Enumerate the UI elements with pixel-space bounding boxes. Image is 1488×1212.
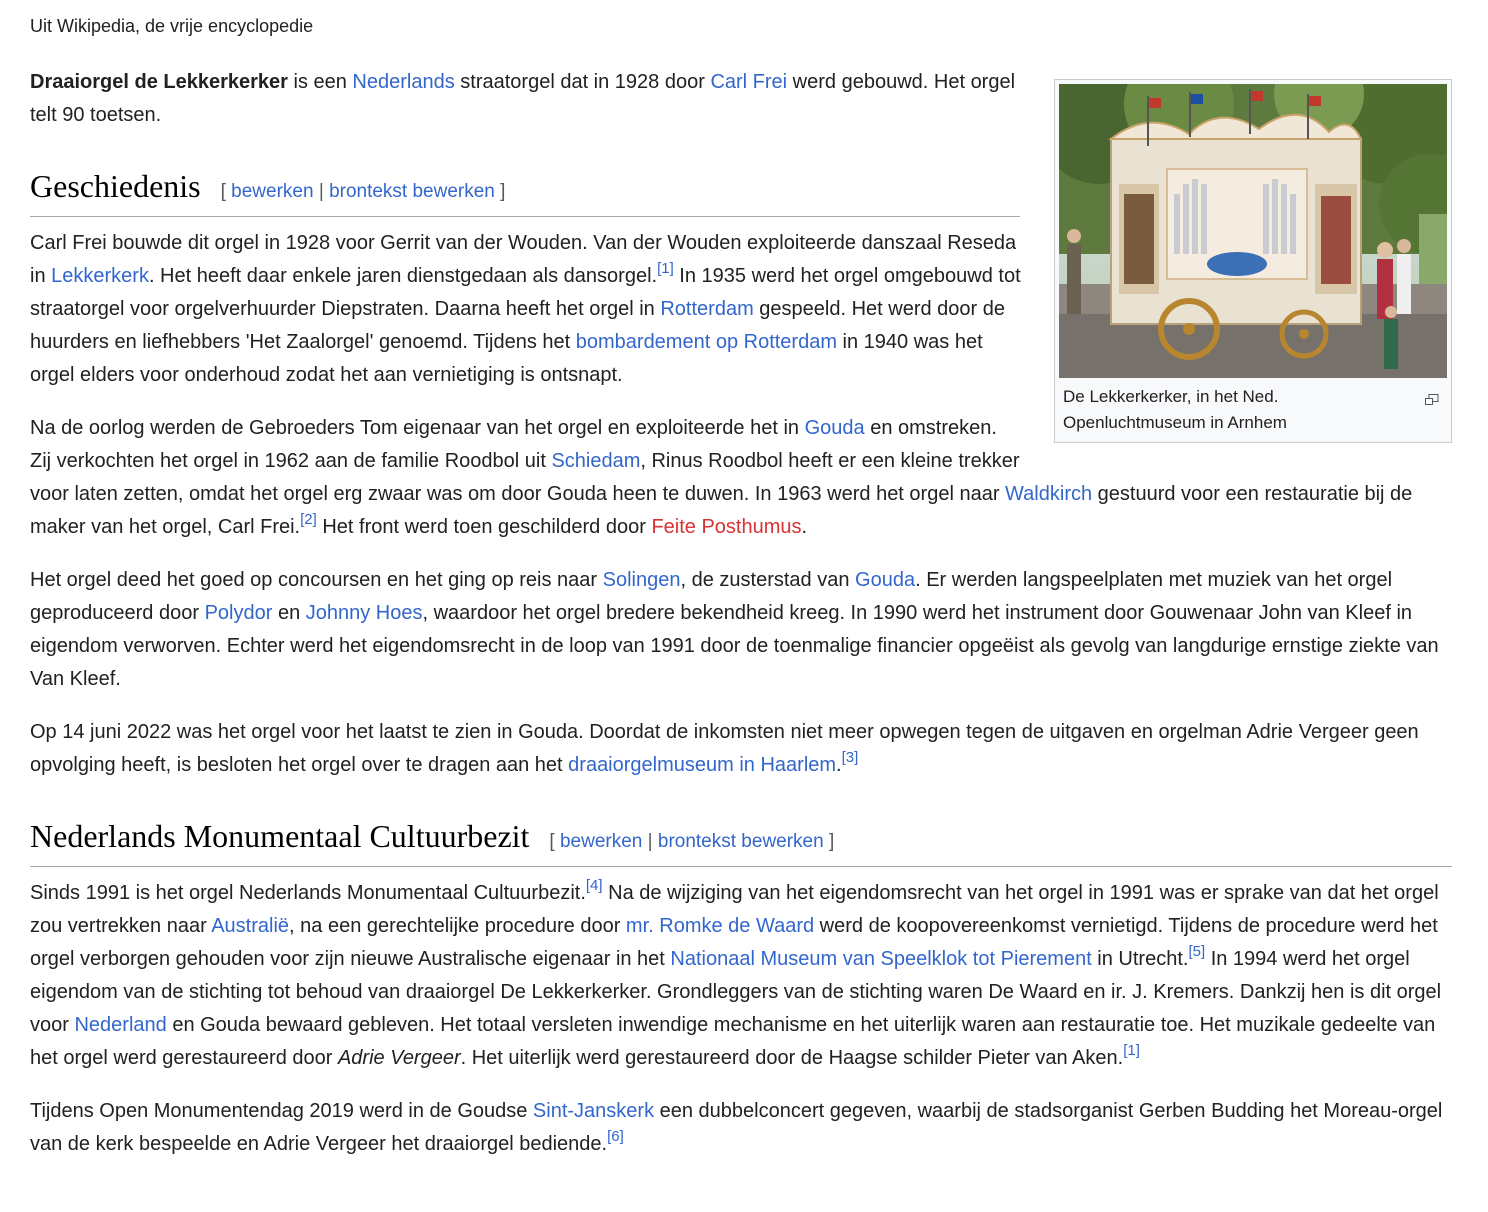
text-run: Sinds 1991 is het orgel Nederlands Monumentaal Cultuurbezit. xyxy=(30,882,586,904)
text-run: , waardoor het orgel bredere bekendheid kreeg. In 1990 werd het instrument door Gouwenaar John van Kleef in eigendom verworven. Echter werd het eigendomsrecht in de loop van 1991 door de toenmalige financier opgeëist als gevolg van langdurige ernstige ziekte van Van Kleef. xyxy=(30,602,1439,690)
text-run: Carl Frei bouwde dit orgel in 1928 voor Gerrit van der Wouden. Van der Wouden exploiteerde danszaal Reseda in xyxy=(30,232,1017,287)
magnify-icon[interactable] xyxy=(1425,388,1439,400)
reference-link-5[interactable]: [5] xyxy=(1188,943,1206,960)
text-run: , Rinus Roodbol heeft er een kleine trekker voor laten zetten, omdat het orgel erg zwaar was om door Gouda heen te duwen. In 1963 werd het orgel naar xyxy=(30,450,1020,505)
link-sint-janskerk[interactable]: Sint-Janskerk xyxy=(532,1100,655,1122)
geschiedenis-paragraph-4 xyxy=(30,716,1452,782)
text-run: en xyxy=(272,602,306,624)
link-polydor[interactable]: Polydor xyxy=(204,602,273,624)
text-run: Tijdens Open Monumentendag 2019 werd in de Goudse xyxy=(30,1100,533,1122)
text-run: straatorgel dat in 1928 door xyxy=(454,71,711,93)
text-run: gestuurd voor een restauratie bij de maker van het orgel, Carl Frei. xyxy=(30,483,1413,538)
reference-link-1[interactable]: [1] xyxy=(1123,1042,1140,1059)
text-run: in Utrecht. xyxy=(1091,948,1189,970)
reference-4 xyxy=(586,877,603,894)
text-run: en Gouda bewaard gebleven. Het totaal versleten inwendige mechanisme en het uiterlijk waren aan restauratie toe. Het muzikale gedeelte van het orgel werd gerestaureerd door xyxy=(30,1014,1436,1069)
reference-5 xyxy=(1188,943,1205,960)
text-run: . xyxy=(801,516,808,538)
source-edit-link[interactable]: brontekst bewerken xyxy=(329,181,495,202)
link-feite-posthumus[interactable]: Feite Posthumus xyxy=(651,516,802,538)
bracket-close: ] xyxy=(828,831,835,852)
link-draaiorgelmuseum[interactable]: draaiorgelmuseum in Haarlem xyxy=(568,754,837,776)
link-schiedam[interactable]: Schiedam xyxy=(551,450,641,472)
reference-3 xyxy=(842,749,859,766)
link-johnny-hoes[interactable]: Johnny Hoes xyxy=(305,602,423,624)
edit-link[interactable]: bewerken xyxy=(559,831,643,852)
text-run: . xyxy=(836,754,842,776)
text-run: in 1940 was het orgel elders voor onderhoud zodat het aan vernietiging is ontsnapt. xyxy=(30,331,983,386)
reference-link-2[interactable]: [2] xyxy=(300,511,317,528)
separator: | xyxy=(647,831,653,852)
text-run: Op 14 juni 2022 was het orgel voor het laatst te zien in Gouda. Doordat de inkomsten niet meer opwegen tegen de uitgaven en orgelman Adrie Vergeer geen opvolging heeft, is besloten het orgel over te dragen aan het xyxy=(30,721,1419,776)
link-bombardement[interactable]: bombardement op Rotterdam xyxy=(575,331,837,353)
bracket-close: ] xyxy=(500,181,506,202)
link-speelklok-museum[interactable]: Nationaal Museum van Speelklok tot Pierement xyxy=(670,948,1092,970)
article-content xyxy=(30,66,1452,1181)
link-rotterdam[interactable]: Rotterdam xyxy=(660,298,754,320)
text-run: In 1994 werd het orgel eigendom van de stichting tot behoud van draaiorgel De Lekkerkerker. Grondleggers van de stichting waren De Waard en ir. J. Kremers. Dankzij hen is dit orgel voor xyxy=(30,948,1442,1036)
italic-adrie-vergeer: Adrie Vergeer xyxy=(337,1047,461,1069)
reference-link-6[interactable]: [6] xyxy=(607,1128,624,1145)
link-australie[interactable]: Australië xyxy=(211,915,290,937)
link-lekkerkerk[interactable]: Lekkerkerk xyxy=(51,265,149,287)
reference-link-1[interactable]: [1] xyxy=(657,260,674,277)
article-title-bold: Draaiorgel de Lekkerkerker xyxy=(30,71,288,93)
text-run: . Het heeft daar enkele jaren dienstgedaan als dansorgel. xyxy=(148,265,658,287)
link-solingen[interactable]: Solingen xyxy=(602,569,681,591)
site-tagline: Uit Wikipedia, de vrije encyclopedie xyxy=(30,16,314,36)
link-waldkirch[interactable]: Waldkirch xyxy=(1005,483,1093,505)
text-run: . Er werden langspeelplaten met muziek van het orgel geproduceerd door xyxy=(30,569,1393,624)
text-run: werd gebouwd. Het orgel telt 90 toetsen. xyxy=(30,71,1016,126)
organ-photo[interactable] xyxy=(1059,84,1447,378)
monument-paragraph-1 xyxy=(30,877,1452,1075)
reference-6 xyxy=(607,1128,624,1145)
bracket-open: [ xyxy=(220,181,226,202)
section-heading-monument xyxy=(30,816,1452,867)
reference-1 xyxy=(1123,1042,1140,1059)
geschiedenis-paragraph-3 xyxy=(30,564,1452,696)
text-run: Het front werd toen geschilderd door xyxy=(316,516,652,538)
reference-1 xyxy=(657,260,674,277)
edit-link[interactable]: bewerken xyxy=(231,181,314,202)
link-nederland[interactable]: Nederland xyxy=(74,1014,167,1036)
text-run: Na de wijziging van het eigendomsrecht van het orgel in 1991 was er sprake van dat het orgel zou vertrekken naar xyxy=(30,882,1439,937)
text-run: Het orgel deed het goed op concoursen en het ging op reis naar xyxy=(30,569,603,591)
edit-section-links xyxy=(549,831,834,852)
reference-link-3[interactable]: [3] xyxy=(841,749,859,766)
text-run: . Het uiterlijk werd gerestaureerd door de Haagse schilder Pieter van Aken. xyxy=(460,1047,1124,1069)
link-carl-frei[interactable]: Carl Frei xyxy=(710,71,788,93)
edit-section-links xyxy=(221,181,506,202)
separator: | xyxy=(318,181,324,202)
section-heading-geschiedenis xyxy=(30,166,1020,217)
text-run: is een xyxy=(287,71,353,93)
link-romke-de-waard[interactable]: mr. Romke de Waard xyxy=(625,915,815,937)
text-run: Na de oorlog werden de Gebroeders Tom eigenaar van het orgel en exploiteerde het in xyxy=(30,417,805,439)
infobox-thumbnail xyxy=(1054,79,1452,443)
reference-link-4[interactable]: [4] xyxy=(585,877,603,894)
thumbnail-caption xyxy=(1059,378,1447,436)
text-run: een dubbelconcert gegeven, waarbij de stadsorganist Gerben Budding het Moreau-orgel van de kerk bespeelde en Adrie Vergeer het draaiorgel bediende. xyxy=(30,1100,1443,1155)
street-organ-image xyxy=(1059,84,1447,378)
link-gouda[interactable]: Gouda xyxy=(804,417,865,439)
text-run: werd de koopovereenkomst vernietigd. Tijdens de procedure werd het orgel verborgen gehouden voor zijn nieuwe Australische eigenaar in het xyxy=(30,915,1438,970)
caption-text: De Lekkerkerker, in het Ned. Openluchtmuseum in Arnhem xyxy=(1063,387,1287,432)
text-run: en omstreken. Zij verkochten het orgel in 1962 aan de familie Roodbol uit xyxy=(30,417,997,472)
reference-2 xyxy=(300,511,317,528)
heading-title: Geschiedenis xyxy=(30,168,201,204)
text-run: gespeeld. Het werd door de huurders en liefhebbers 'Het Zaalorgel' genoemd. Tijdens het xyxy=(30,298,1006,353)
text-run: , de zusterstad van xyxy=(680,569,856,591)
heading-title: Nederlands Monumentaal Cultuurbezit xyxy=(30,818,530,854)
text-run: In 1935 werd het orgel omgebouwd tot straatorgel voor orgelverhuurder Diepstraten. Daarna heeft het orgel in xyxy=(30,265,1021,320)
bracket-open: [ xyxy=(549,831,555,852)
link-gouda[interactable]: Gouda xyxy=(855,569,916,591)
link-nederlands[interactable]: Nederlands xyxy=(352,71,455,93)
source-edit-link[interactable]: brontekst bewerken xyxy=(657,831,824,852)
text-run: , na een gerechtelijke procedure door xyxy=(289,915,626,937)
monument-paragraph-2 xyxy=(30,1095,1452,1161)
